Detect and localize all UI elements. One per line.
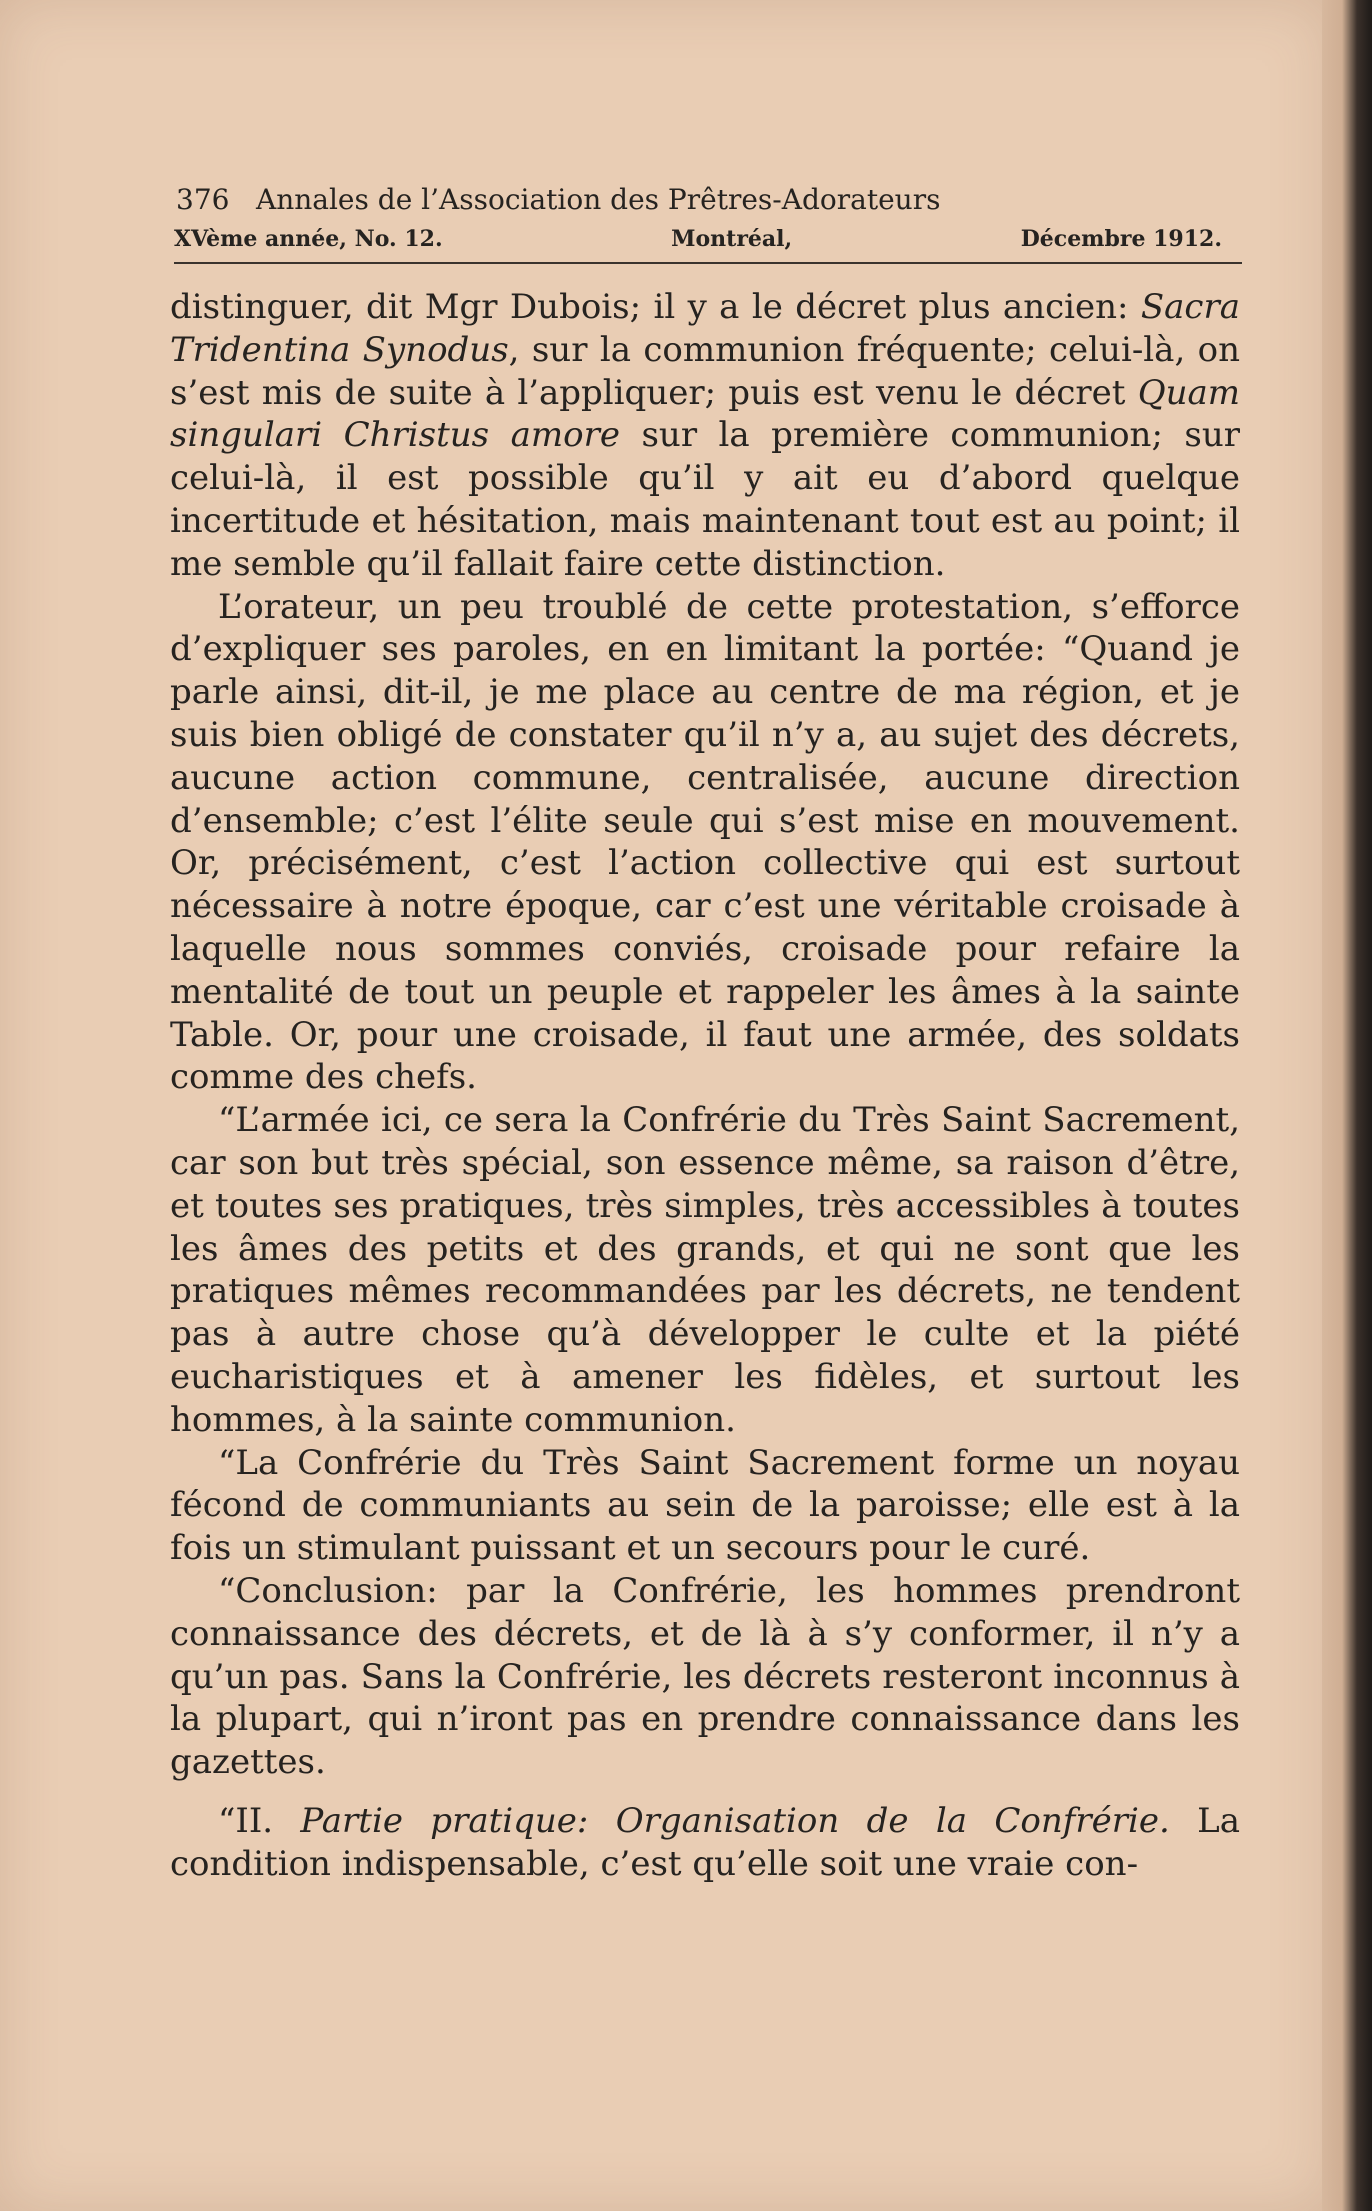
decree-title-sacra-tridentina: Sacra Tridentina Synodus [170, 287, 1240, 370]
paragraph-1-text-b: , sur la communion fréquente; celui-là, on s’est mis de suite à l’appliquer; puis est venu le décret [170, 329, 1241, 413]
page-header [174, 183, 1242, 264]
header-rule [174, 262, 1242, 264]
paragraph-1-text-a: distinguer, dit Mgr Dubois; il y a le décret plus ancien: [170, 287, 1141, 327]
issue-date: Décembre 1912. [1020, 226, 1222, 252]
paragraph-5: “Conclusion: par la Confrérie, les hommes prendront connaissance des décrets, et de là à s’y conformer, il n’y a qu’un pas. Sans la Confrérie, les décrets resteront inconnus à la plupart, qui n’iront pas en prendre connaissance dans les gazettes. [170, 1570, 1240, 1783]
page-edge-shadow [1322, 0, 1372, 2211]
page-number: 376 [176, 183, 230, 216]
paragraph-6 [170, 1800, 1240, 1886]
paragraph-6-text-b: La condition indispensable, c’est qu’elle soit une vraie con- [170, 1800, 1241, 1884]
paragraph-6-text-a: “II. [218, 1800, 301, 1841]
decree-title-quam-singulari: Quam singulari Christus amore [170, 372, 1240, 456]
paragraph-1 [170, 286, 1240, 586]
paragraph-1-text-c: sur la première communion; sur celui-là, il est possible qu’il y ait eu d’abord quelque incertitude et hésitation, mais maintenant tout est au point; il me semble qu’il fallait faire cette distinction. [170, 415, 1240, 584]
paragraph-3: “L’armée ici, ce sera la Confrérie du Très Saint Sacrement, car son but très spécial, son essence même, sa raison d’être, et toutes ses pratiques, très simples, très accessibles à toutes les âmes des petits et des grands, et qui ne sont que les pratiques mêmes recommandées par les décrets, ne tendent pas à autre chose qu’à développer le culte et la piété eucharistiques et à amener les fidèles, et surtout les hommes, à la sainte communion. [170, 1100, 1240, 1440]
issue-place: Montréal, [671, 226, 793, 252]
running-title: Annales de l’Association des Prêtres-Adorateurs [256, 183, 941, 216]
paragraph-2: L’orateur, un peu troublé de cette protestation, s’efforce d’expliquer ses paroles, en en limitant la portée: “Quand je parle ainsi, dit-il, je me place au centre de ma région, et je suis bien obligé de constater qu’il n’y a, au sujet des décrets, aucune action commune, centralisée, aucune direction d’ensemble; c’est l’élite seule qui s’est mise en mouvement. Or, précisément, c’est l’action collective qui est surtout nécessaire à notre époque, car c’est une véritable croisade à laquelle nous sommes conviés, croisade pour refaire la mentalité de tout un peuple et rappeler les âmes à la sainte Table. Or, pour une croisade, il faut une armée, des soldats comme des chefs. [170, 586, 1240, 1098]
section-title-partie-pratique: Partie pratique: Organisation de la Confrérie. [300, 1800, 1170, 1841]
paragraph-4: “La Confrérie du Très Saint Sacrement forme un noyau fécond de communiants au sein de la paroisse; elle est à la fois un stimulant puissant et un secours pour le curé. [170, 1442, 1240, 1569]
body-text [170, 286, 1240, 1885]
header-issue-line [174, 226, 1242, 252]
issue-volume: XVème année, No. 12. [174, 226, 443, 252]
header-top-line [174, 183, 1242, 216]
